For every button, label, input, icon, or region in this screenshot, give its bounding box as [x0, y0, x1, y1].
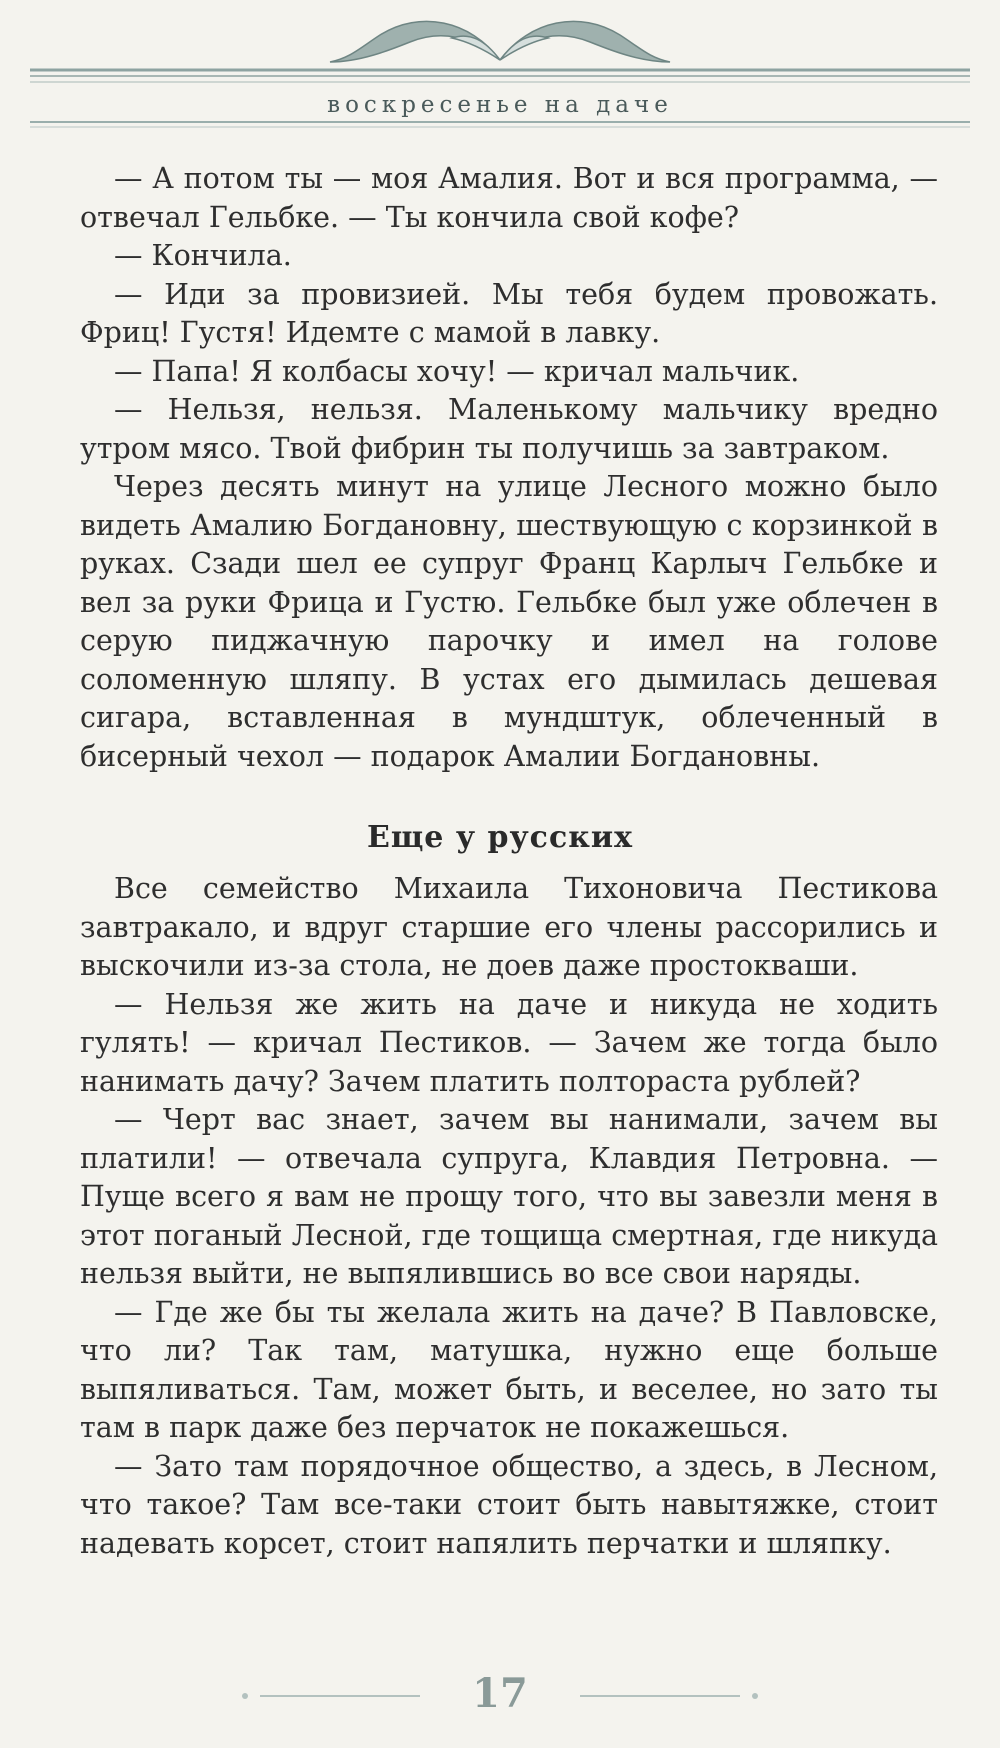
text-block-bottom: [80, 870, 938, 1563]
paragraph: — Папа! Я колбасы хочу! — кричал мальчик.: [114, 354, 800, 388]
paragraph: — Где же бы ты желала жить на даче? В Павловске, что ли? Так там, матушка, нужно еще больше выпяливаться. Там, может быть, и веселее, но зато ты там в парк даже без перчаток не покажешься.: [80, 1295, 938, 1444]
paragraph: — Нельзя же жить на даче и никуда не ходить гулять! — кричал Пестиков. — Зачем же тогда было нанимать дачу? Зачем платить полтораста рублей?: [80, 987, 938, 1098]
paragraph: Все семейство Михаила Тихоновича Пестикова завтракало, и вдруг старшие его члены рассорились и выскочили из-за стола, не доев даже простокваши.: [80, 872, 938, 982]
paragraph: — Нельзя, нельзя. Маленькому мальчику вредно утром мясо. Твой фибрин ты получишь за завтраком.: [80, 393, 938, 465]
page-footer: [0, 1670, 1000, 1720]
paragraph: — А потом ты — моя Амалия. Вот и вся программа, — отвечал Гельбке. — Ты кончила свой кофе?: [80, 162, 938, 234]
paragraph: — Кончила.: [114, 239, 292, 272]
page-number: 17: [472, 1670, 528, 1717]
paragraph: — Иди за провизией. Мы тебя будем провожать. Фриц! Густя! Идемте с мамой в лавку.: [80, 277, 938, 349]
paragraph: Через десять минут на улице Лесного можно было видеть Амалию Богдановну, шествующую с корзинкой в руках. Сзади шел ее супруг Франц Карлыч Гельбке и вел за руки Фрица и Густю. Гельбке был уже облечен в серую пиджачную парочку и имел на голове соломенную шляпу. В устах его дымилась дешевая сигара, вставленная в мундштук, облеченный в бисерный чехол — подарок Амалии Богдановны.: [80, 470, 938, 773]
section-title: Еще у русских: [366, 820, 634, 855]
paragraph: — Зато там порядочное общество, а здесь, в Лесном, что такое? Там все-таки стоит быть навытяжке, стоит надевать корсет, стоит напялить перчатки и шляпку.: [80, 1449, 938, 1560]
running-title: воскресенье на даче: [327, 92, 673, 118]
paragraph: — Черт вас знает, зачем вы нанимали, зачем вы платили! — отвечала супруга, Клавдия Петровна. — Пуще всего я вам не прощу того, что вы завезли меня в этот поганый Лесной, где тощища смертная, где никуда нельзя выйти, не выпялившись во все свои наряды.: [80, 1103, 938, 1290]
text-block-top: [80, 160, 938, 776]
leaf-scroll-ornament-icon: [0, 0, 1000, 140]
